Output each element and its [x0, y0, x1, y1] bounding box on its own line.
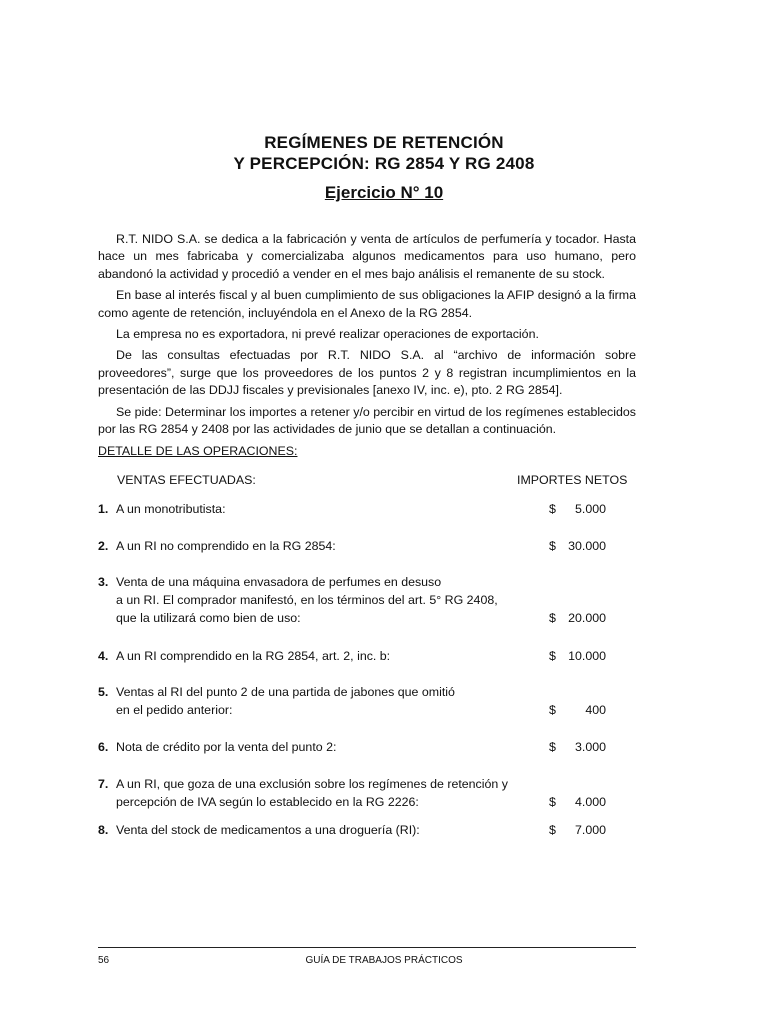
operation-text: Ventas al RI del punto 2 de una partida de jabones que omitió — [116, 685, 455, 699]
operation-item-5 — [98, 683, 638, 719]
exercise-subtitle: Ejercicio N° 10 — [324, 183, 444, 202]
operation-number: 5. — [98, 685, 109, 699]
operation-currency: $ — [549, 502, 556, 516]
page-number: 56 — [98, 955, 110, 966]
operation-amount: 20.000 — [568, 611, 606, 625]
intro-paragraph-4: De las consultas efectuadas por R.T. NIDO S.A. al “archivo de información sobre proveedores”, surge que los proveedores de los puntos 2 y 8 registran incumplimientos en la presentación de las DDJJ fiscales y previsionales [anexo IV, inc. e), pto. 2 RG 2854]. — [98, 348, 636, 398]
intro-paragraph-1: R.T. NIDO S.A. se dedica a la fabricación y venta de artículos de perfumería y tocador. Hasta hace un mes fabricaba y comercializaba algunos medicamentos para uso humano, pero abandonó la actividad y procedió a vender en el mes bajo análisis el remanente de su stock. — [98, 232, 636, 281]
operation-text: Venta del stock de medicamentos a una droguería (RI): — [116, 823, 420, 837]
operation-amount: 10.000 — [568, 649, 606, 663]
operation-text-line3: que la utilizará como bien de uso: — [116, 611, 301, 625]
operation-amount: 3.000 — [574, 740, 606, 754]
intro-text — [98, 231, 636, 442]
operation-text: Nota de crédito por la venta del punto 2: — [116, 740, 337, 754]
operation-text: A un RI no comprendido en la RG 2854: — [116, 539, 336, 553]
footer-book-title: GUÍA DE TRABAJOS PRÁCTICOS — [305, 955, 463, 966]
operation-currency: $ — [549, 795, 556, 809]
operation-item-4 — [98, 647, 638, 665]
operation-text: A un RI comprendido en la RG 2854, art. 2, inc. b: — [116, 649, 391, 663]
operations-heading: DETALLE DE LAS OPERACIONES: — [98, 444, 298, 458]
operation-amount: 5.000 — [574, 502, 606, 516]
operation-text: A un monotributista: — [116, 502, 226, 516]
sales-column-header: VENTAS EFECTUADAS: — [117, 473, 256, 487]
operation-text: A un RI, que goza de una exclusión sobre los regímenes de retención y — [116, 777, 508, 791]
operation-currency: $ — [549, 823, 556, 837]
operation-number: 4. — [98, 649, 109, 663]
operation-currency: $ — [549, 703, 556, 717]
intro-paragraph-3: La empresa no es exportadora, ni prevé realizar operaciones de exportación. — [116, 327, 539, 342]
page-title-line2: Y PERCEPCIÓN: RG 2854 Y RG 2408 — [233, 154, 535, 173]
operation-number: 1. — [98, 502, 109, 516]
operation-amount: 400 — [585, 703, 606, 717]
operation-number: 7. — [98, 777, 109, 791]
operation-number: 6. — [98, 740, 109, 754]
operation-currency: $ — [549, 649, 556, 663]
operation-currency: $ — [549, 740, 556, 754]
operation-currency: $ — [549, 539, 556, 553]
operation-number: 8. — [98, 823, 109, 837]
operation-amount: 7.000 — [574, 823, 606, 837]
operation-item-3 — [98, 573, 638, 627]
operation-number: 2. — [98, 539, 109, 553]
operation-item-2 — [98, 537, 638, 555]
footer-divider — [98, 947, 636, 948]
operation-text-line2: percepción de IVA según lo establecido en la RG 2226: — [116, 795, 419, 809]
operation-item-8 — [98, 821, 638, 839]
operation-amount: 30.000 — [568, 539, 606, 553]
operation-currency: $ — [549, 611, 556, 625]
intro-paragraph-5: Se pide: Determinar los importes a retener y/o percibir en virtud de los regímenes establecidos por las RG 2854 y 2408 por las actividades de junio que se detallan a continuación. — [98, 404, 636, 437]
operation-item-1 — [98, 500, 638, 518]
operation-item-7 — [98, 775, 638, 811]
operation-item-6 — [98, 738, 638, 756]
page-title-line1: REGÍMENES DE RETENCIÓN — [264, 133, 504, 152]
operation-number: 3. — [98, 575, 109, 589]
amounts-column-header: IMPORTES NETOS — [517, 473, 628, 487]
operation-text-line2: en el pedido anterior: — [116, 703, 233, 717]
operation-text-line2: a un RI. El comprador manifestó, en los términos del art. 5° RG 2408, — [116, 593, 498, 607]
operation-amount: 4.000 — [574, 795, 606, 809]
operation-text: Venta de una máquina envasadora de perfumes en desuso — [116, 575, 442, 589]
intro-paragraph-2: En base al interés fiscal y al buen cumplimiento de sus obligaciones la AFIP designó a la firma como agente de retención, incluyéndola en el Anexo de la RG 2854. — [98, 288, 636, 320]
